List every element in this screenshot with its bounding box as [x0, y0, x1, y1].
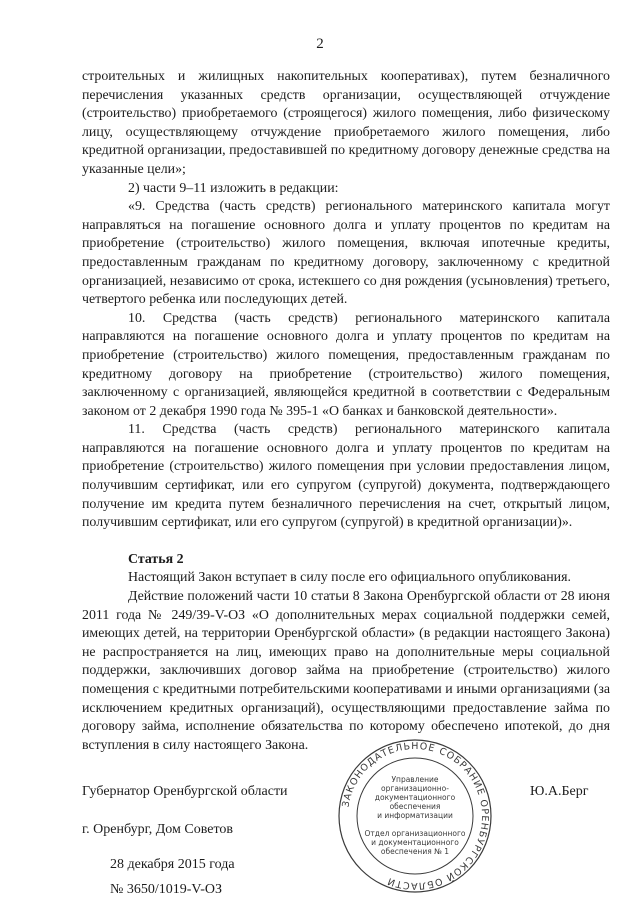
seal-line: Отдел организационного: [364, 829, 466, 838]
seal-line: и информатизации: [377, 811, 453, 820]
official-seal: [330, 736, 500, 896]
seal-line: обеспечения № 1: [380, 847, 450, 856]
seal-line: обеспечения: [389, 802, 441, 811]
seal-line: документационного: [374, 793, 456, 802]
paragraph: 2) части 9–11 изложить в редакции:: [128, 180, 339, 196]
paragraph: Действие положений части 10 статьи 8 Закона Оренбургской области от 28 июня 2011 года № 249/39-V-ОЗ «О дополнительных мерах социальной поддержки семей, имеющих детей, на территории Оренбургской области» (в редакции настоящего Закона) не распространяется на лиц, имеющих право на дополнительные меры социальной поддержки, заключивших договор займа на приобретение (строительство) жилого помещения с кредитными потребительскими кооперативами и иными организациями (за исключением кредитных организаций), осуществляющими предоставление займа по договору займа, исполнение обязательства по которому обеспечено ипотекой, до дня вступления в силу настоящего Закона.: [82, 589, 610, 753]
document-body: [82, 68, 610, 755]
law-number: № 3650/1019-V-ОЗ: [110, 882, 223, 897]
article-heading: Статья 2: [128, 551, 184, 567]
governor-title: Губернатор Оренбургской области: [82, 784, 288, 799]
seal-line: и документационного: [371, 838, 459, 847]
paragraph: «9. Средства (часть средств) регионального материнского капитала могут направляться на погашение основного долга и уплату процентов по кредитам на приобретение (строительство) жилого помещения, включая ипотечные кредиты, предоставленным гражданам по кредитному договору, заключенному с кредитной организацией, независимо от срока, истекшего со дня рождения (усыновления) третьего, четвертого ребенка или последующих детей.: [82, 199, 610, 308]
paragraph: 11. Средства (часть средств) регионального материнского капитала направляются на погашение основного долга и уплату процентов по кредитам на приобретение (строительство) жилого помещения при условии предоставления лицом, получившим сертификат, или его супругом (супругой) документа, подтверждающего получение им кредита путем безналичного перечисления на счет, открытый лицом, получившим сертификат, или его супругом (супругой) в кредитной организации)».: [82, 422, 610, 531]
seal-line: Управление: [391, 775, 439, 784]
paragraph: строительных и жилищных накопительных кооперативах), путем безналичного перечисления указанных средств организации, осуществляющей отчуждение (строительство) приобретаемого (строящегося) жилого помещения, либо физическому лицу, осуществляющему отчуждение приобретаемого жилого помещения, либо кредитной организации, предоставившей по кредитному договору денежные средства на указанные цели»;: [82, 69, 610, 177]
paragraph: Настоящий Закон вступает в силу после его официального опубликования.: [128, 570, 571, 586]
page-number: 2: [316, 36, 324, 52]
seal-line: организационно-: [381, 784, 449, 793]
paragraph: 10. Средства (часть средств) регионального материнского капитала направляются на погашение основного долга и уплату процентов по кредитам на приобретение (строительство) жилого помещения, предоставленным гражданам по кредитному договору на приобретение (строительство) жилого помещения, заключенному с организацией, являющейся кредитной в соответствии с Федеральным законом от 2 декабря 1990 года № 395-1 «О банках и банковской деятельности».: [82, 310, 610, 419]
seal-ring-text: ЗАКОНОДАТЕЛЬНОЕ СОБРАНИЕ ОРЕНБУРГСКОЙ ОБЛАСТИ: [340, 740, 491, 892]
signing-place: г. Оренбург, Дом Советов: [82, 822, 233, 837]
governor-name: Ю.А.Берг: [530, 784, 589, 799]
signing-date: 28 декабря 2015 года: [110, 857, 235, 872]
